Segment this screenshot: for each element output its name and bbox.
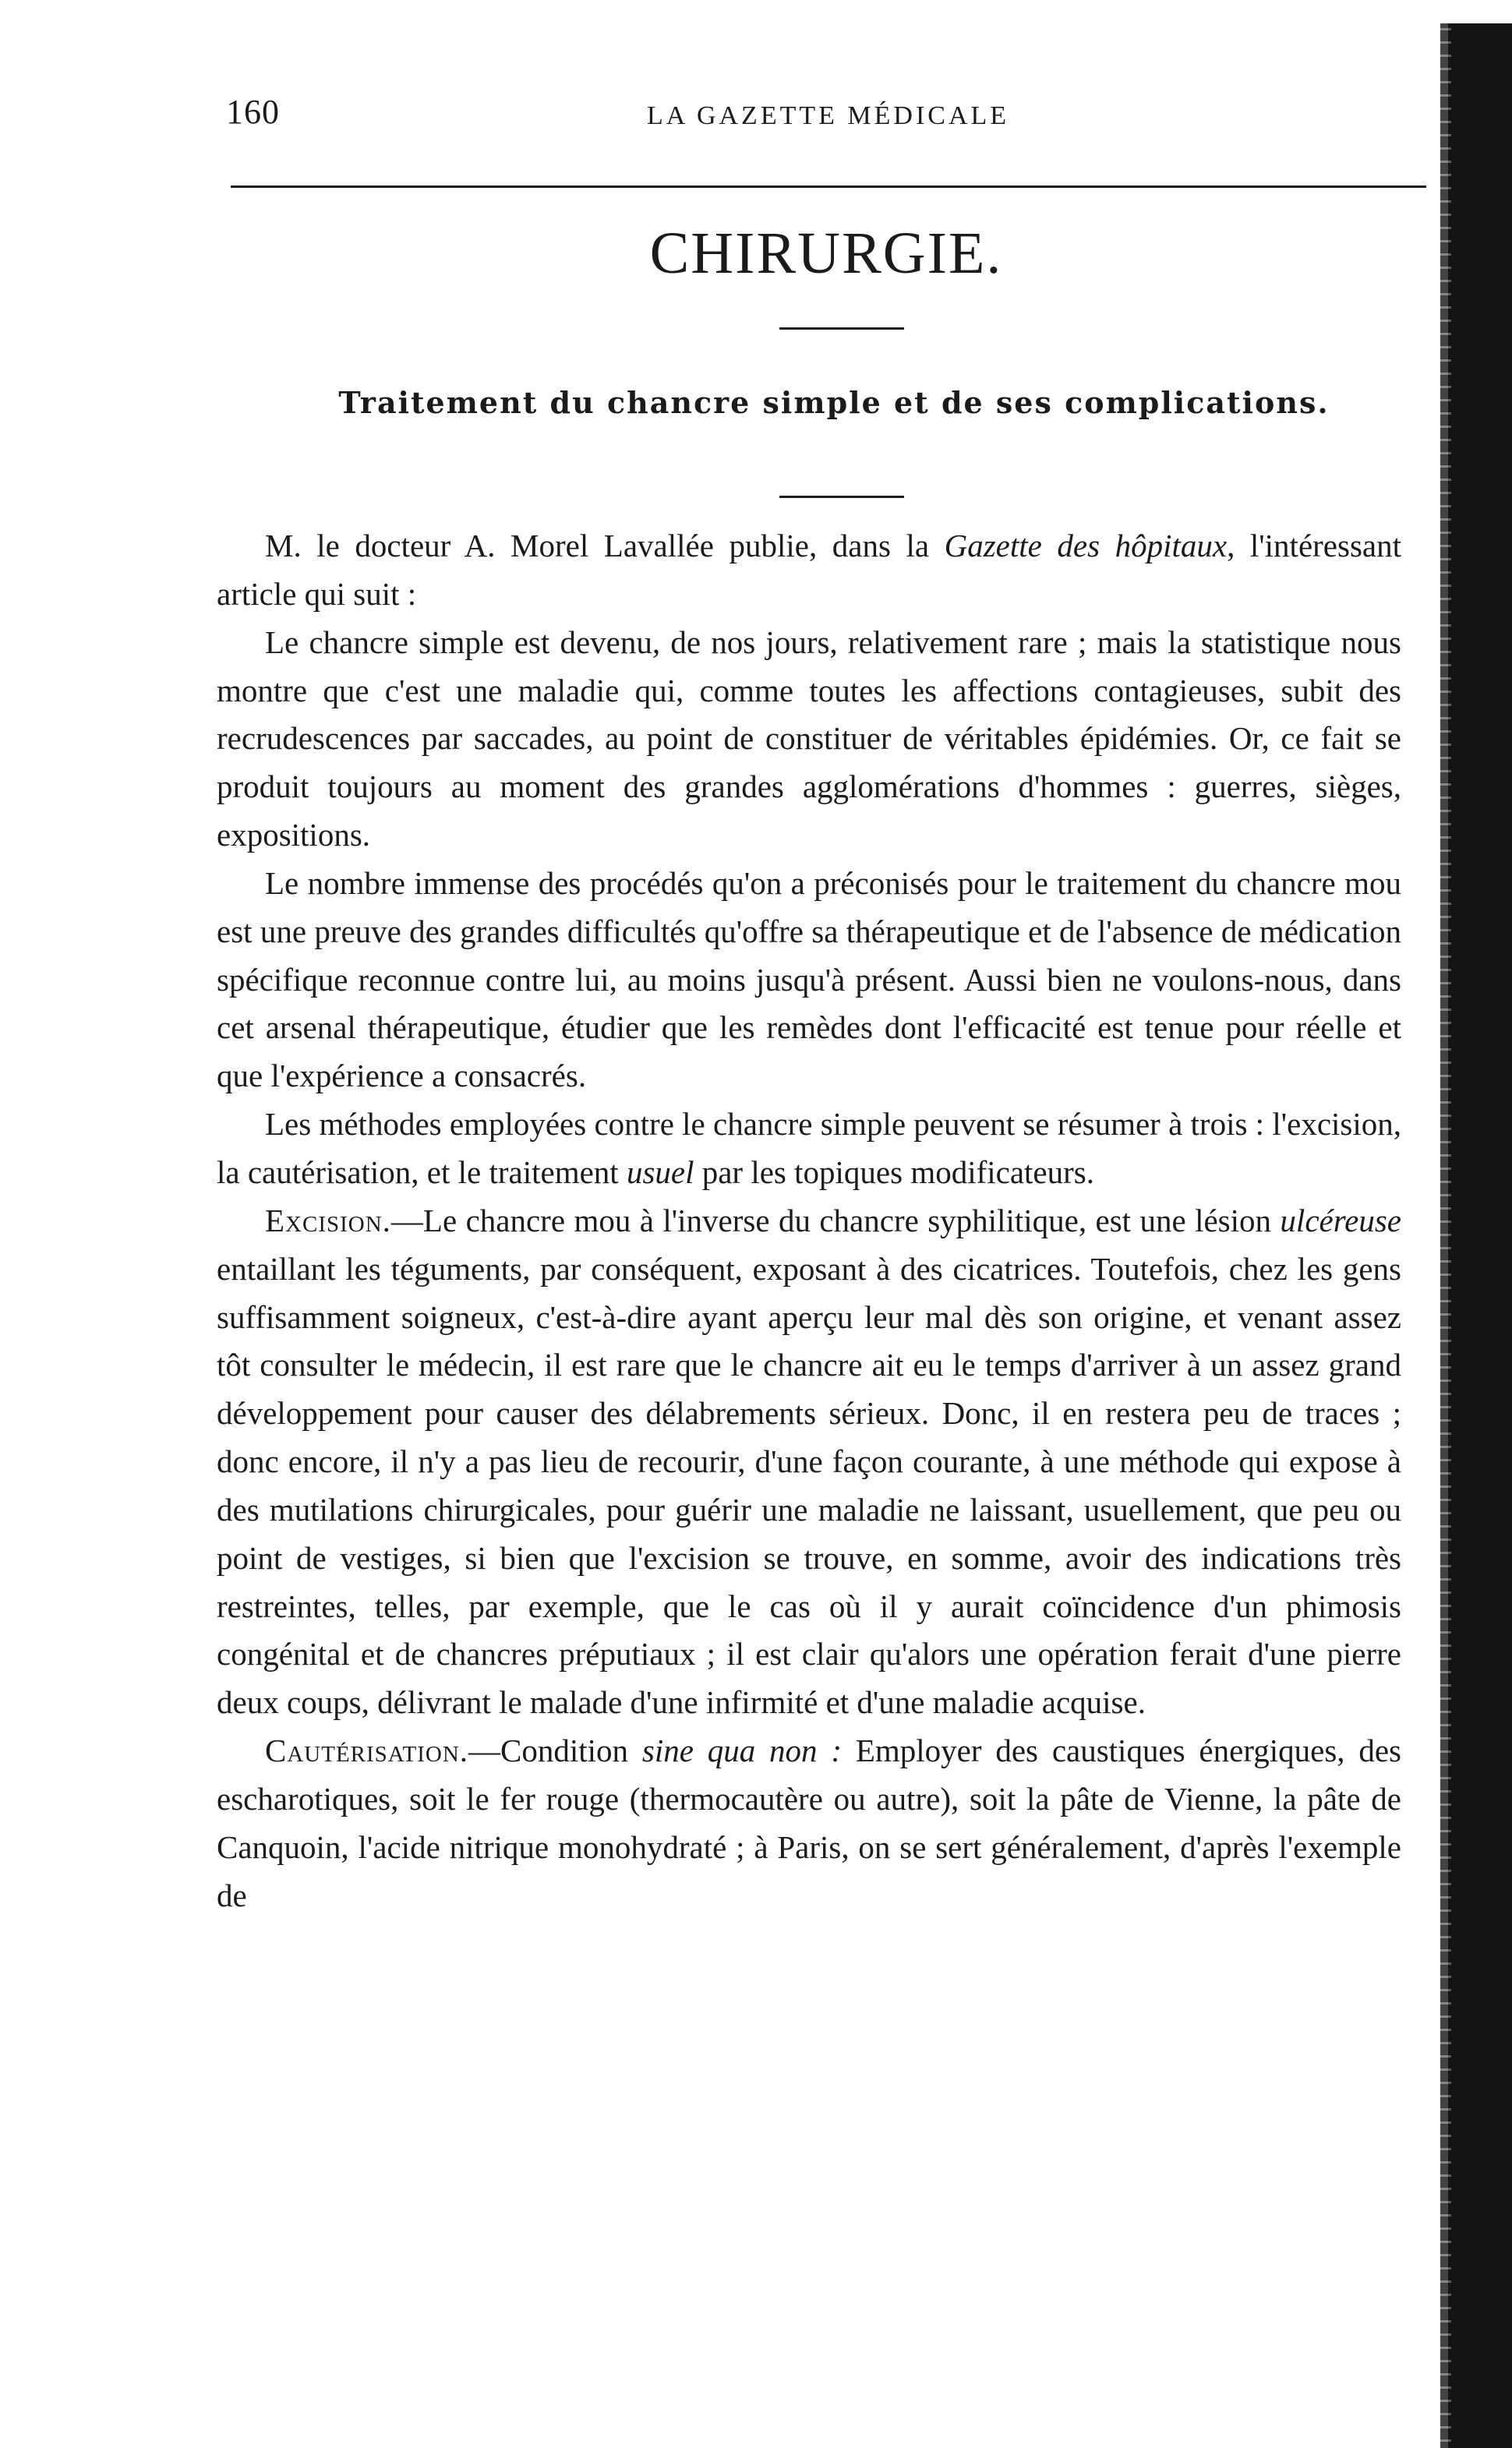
page-edge-shadow bbox=[1448, 23, 1512, 2448]
paragraph-rarity: Le chancre simple est devenu, de nos jours, relativement rare ; mais la statistique nous montre que c'est une maladie qui, comme toutes les affections contagieuses, subit des recrudescences par saccades, au point de constituer de véritables épidémies. Or, ce fait se produit toujours au moment des grandes agglomérations d'hommes : guerres, sièges, expositions. bbox=[217, 623, 1401, 853]
page-header bbox=[226, 92, 1426, 147]
cauterisation-heading: Cautérisation. bbox=[265, 1733, 469, 1769]
methods-text-2: par les topiques modificateurs. bbox=[694, 1153, 1094, 1190]
intro-text-2: , l'intéressant article qui suit : bbox=[217, 528, 1401, 612]
sine-qua-non-term: sine qua non : bbox=[641, 1733, 843, 1769]
paragraph-intro bbox=[217, 522, 1401, 619]
intro-text-1: M. le docteur A. Morel Lavallée publie, dans la bbox=[265, 528, 945, 563]
ulcereuse-term: ulcéreuse bbox=[1280, 1202, 1401, 1238]
page-number: 160 bbox=[226, 93, 280, 131]
paragraph-cauterisation bbox=[217, 1727, 1401, 1920]
usuel-term: usuel bbox=[626, 1153, 694, 1190]
journal-name: Gazette des hôpitaux bbox=[944, 528, 1228, 563]
title-rule-top bbox=[779, 327, 904, 330]
running-title: LA GAZETTE MÉDICALE bbox=[647, 101, 1010, 130]
excision-text-1: —Le chancre mou à l'inverse du chancre syphilitique, est une lésion bbox=[390, 1202, 1281, 1238]
paragraph-methods bbox=[217, 1100, 1401, 1197]
paragraph-excision bbox=[217, 1197, 1401, 1727]
excision-text-2: entaillant les téguments, par conséquent, exposant à des cicatrices. Toutefois, chez les gens suffisamment soigneux, c'est-à-dire ayant aperçu leur mal dès son origine, et venant assez tôt consulter le médecin, il est rare que le chancre ait eu le temps d'arriver à un assez grand développement pour causer des délabrements sérieux. Donc, il en restera peu de traces ; donc encore, il n'y a pas lieu de recourir, d'une façon courante, à une méthode qui expose à des mutilations chirurgicales, pour guérir une maladie ne laissant, usuellement, que peu ou point de vestiges, si bien que l'excision se trouve, en somme, avoir des indications très restreintes, telles, par exemple, que le cas où il y aurait coïncidence d'un phimosis congénital et de chancres préputiaux ; il est clair qu'alors une opération ferait d'une pierre deux coups, délivrant le malade d'une infirmité et d'une maladie acquise. bbox=[217, 1250, 1401, 1721]
section-title: CHIRURGIE. bbox=[649, 221, 1003, 286]
header-rule bbox=[231, 185, 1426, 188]
article-body bbox=[217, 522, 1401, 1920]
excision-heading: Excision. bbox=[265, 1202, 391, 1238]
methods-text-1: Les méthodes employées contre le chancre simple peuvent se résumer à trois : l'excision, la cautérisation, et le traitement bbox=[217, 1106, 1401, 1190]
title-rule-bottom bbox=[779, 496, 904, 498]
article-title: Traitement du chancre simple et de ses complications. bbox=[338, 385, 1330, 420]
cauterisation-text-2: Employer des caustiques énergiques, des escharotiques, soit le fer rouge (thermocautère ou autre), soit la pâte de Vienne, la pâte de Canquoin, l'acide nitrique monohydraté ; à Paris, on se sert généralement, d'après l'exemple de bbox=[217, 1733, 1401, 1913]
cauterisation-text-1: —Condition bbox=[468, 1733, 642, 1769]
paragraph-procedures: Le nombre immense des procédés qu'on a préconisés pour le traitement du chancre mou est une preuve des grandes difficultés qu'offre sa thérapeutique et de l'absence de médication spécifique reconnue contre lui, au moins jusqu'à présent. Aussi bien ne voulons-nous, dans cet arsenal thérapeutique, étudier que les remèdes dont l'efficacité est tenue pour réelle et que l'expérience a consacrés. bbox=[217, 864, 1401, 1094]
